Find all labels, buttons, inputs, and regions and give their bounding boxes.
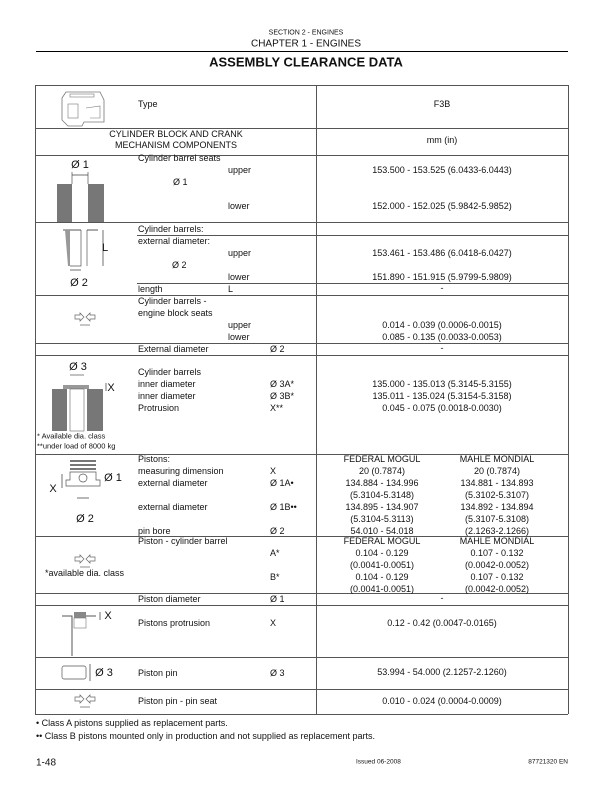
row-label: Piston - cylinder barrel [138,536,228,546]
value: 152.000 - 152.025 (5.9842-5.9852) [372,201,512,211]
value: 134.881 - 134.893 [460,478,534,488]
footnote: •• Class B pistons mounted only in production and not supplied as replacement parts. [36,731,375,741]
figure-label: Ø 1 [71,159,89,171]
symbol: L [228,284,234,294]
value: 0.104 - 0.129 [355,572,409,582]
value: (0.0041-0.0051) [349,560,415,570]
brand-header: MAHLE MONDIAL [459,454,535,464]
value: 0.12 - 0.42 (0.0047-0.0165) [387,618,497,628]
row-label: external diameter: [138,236,211,246]
value: 0.104 - 0.129 [355,548,409,558]
figure-label: Ø 1 [104,472,122,484]
figure-label: L [101,242,109,254]
value: (0.0041-0.0051) [349,584,415,594]
units-label: mm (in) [426,135,458,145]
engine-icon [60,88,105,126]
table-note: *available dia. class [45,568,125,578]
lower-label: lower [228,201,250,211]
row-label: Cylinder barrels [138,367,202,377]
symbol: Ø 1 [173,177,188,187]
row-label: Piston pin - pin seat [138,696,218,706]
symbol: Ø 1A• [270,478,294,488]
header-rule [36,51,568,52]
row-label: engine block seats [138,308,213,318]
piston-pin-icon [60,664,95,682]
figure-label: Ø 3 [95,667,113,679]
type-value: F3B [433,99,451,109]
row-label: measuring dimension [138,466,224,476]
row-label: length [138,284,163,294]
value: 153.500 - 153.525 (6.0433-6.0443) [372,165,512,175]
value: 0.107 - 0.132 [470,548,524,558]
figure-label: X [104,610,112,622]
clearance-icon [74,312,96,328]
page-number: 1-48 [36,757,57,769]
value: 135.000 - 135.013 (5.3145-5.3155) [372,379,512,389]
figure-label: X [107,382,115,394]
row-label: Piston pin [138,668,178,678]
symbol: Ø 3B* [270,391,295,401]
row-label: inner diameter [138,379,196,389]
page-title: ASSEMBLY CLEARANCE DATA [209,54,403,70]
value: 54.010 - 54.018 [350,526,414,536]
row-label: external diameter [138,502,208,512]
group-title-line1: CYLINDER BLOCK AND CRANK [109,129,243,139]
upper-label: upper [228,320,252,330]
lower-label: lower [228,272,250,282]
group-title-line2: MECHANISM COMPONENTS [114,140,238,150]
value: 134.895 - 134.907 [345,502,419,512]
value: 0.010 - 0.024 (0.0004-0.0009) [382,696,502,706]
issue-date: Issued 06-2008 [356,758,401,766]
seats-title: Cylinder barrel seats [138,153,221,163]
value: 20 (0.7874) [358,466,406,476]
figure-label: Ø 2 [70,277,88,289]
value: (5.3102-5.3107) [464,490,530,500]
row-label: pin bore [138,526,171,536]
value: 0.014 - 0.039 (0.0006-0.0015) [382,320,502,330]
value: 20 (0.7874) [473,466,521,476]
value: (5.3104-5.3148) [349,490,415,500]
symbol: Ø 3A* [270,379,295,389]
symbol: Ø 3 [270,668,285,678]
piston-icon [50,458,110,508]
value: (5.3104-5.3113) [350,514,414,524]
value: 0.107 - 0.132 [470,572,524,582]
value: 53.994 - 54.000 (2.1257-2.1260) [377,667,507,677]
barrel-seat-icon [55,170,115,222]
symbol: X [270,618,277,628]
value: - [440,283,444,293]
row-label: Piston diameter [138,594,201,604]
symbol: Ø 1 [270,594,285,604]
value: (5.3107-5.3108) [464,514,530,524]
chapter-header: CHAPTER 1 - ENGINES [250,38,362,50]
symbol: X** [270,403,284,413]
document-code: 87721320 EN [528,758,568,766]
value: 134.884 - 134.996 [345,478,419,488]
value: - [440,593,444,603]
row-label: inner diameter [138,391,196,401]
value: 151.890 - 151.915 (5.9799-5.9809) [372,272,512,282]
figure-label: Ø 3 [69,361,87,373]
piston-protrusion-icon [60,610,105,656]
upper-label: upper [228,248,252,258]
upper-label: upper [228,165,252,175]
value: - [440,343,444,353]
row-label: Cylinder barrels - [138,296,207,306]
row-label: Protrusion [138,403,180,413]
row-label: Pistons: [138,454,171,464]
value: 135.011 - 135.024 (5.3154-5.3158) [372,391,512,401]
value: 0.085 - 0.135 (0.0033-0.0053) [382,332,502,342]
symbol: Ø 2 [172,260,187,270]
value: 153.461 - 153.486 (6.0418-6.0427) [372,248,512,258]
value: 134.892 - 134.894 [460,502,534,512]
type-label: Type [138,99,158,109]
value: (0.0042-0.0052) [464,584,530,594]
figure-label: X [49,483,57,495]
lower-label: lower [228,332,250,342]
brand-header: FEDERAL MOGUL [343,454,421,464]
figure-label: Ø 2 [76,513,94,525]
symbol: Ø 1B•• [270,502,297,512]
clearance-icon [74,694,96,710]
brand-header: MAHLE MONDIAL [459,536,535,546]
barrel-protrusion-icon [50,373,110,433]
section-header: SECTION 2 - ENGINES [268,29,344,37]
symbol: Ø 2 [270,344,285,354]
symbol: Ø 2 [270,526,285,536]
table-note: * Available dia. class [37,431,106,441]
symbol: B* [270,572,280,582]
row-label: external diameter [138,478,208,488]
row-label: Pistons protrusion [138,618,211,628]
symbol: A* [270,548,280,558]
brand-header: FEDERAL MOGUL [343,536,421,546]
table-note: **under load of 8000 kg [37,441,116,451]
value: (0.0042-0.0052) [464,560,530,570]
barrels-title: Cylinder barrels: [138,224,204,234]
value: 0.045 - 0.075 (0.0018-0.0030) [382,403,502,413]
footnote: • Class A pistons supplied as replacement parts. [36,718,228,728]
value: (2.1263-2.1266) [464,526,530,536]
row-label: External diameter [138,344,209,354]
symbol: X [270,466,277,476]
